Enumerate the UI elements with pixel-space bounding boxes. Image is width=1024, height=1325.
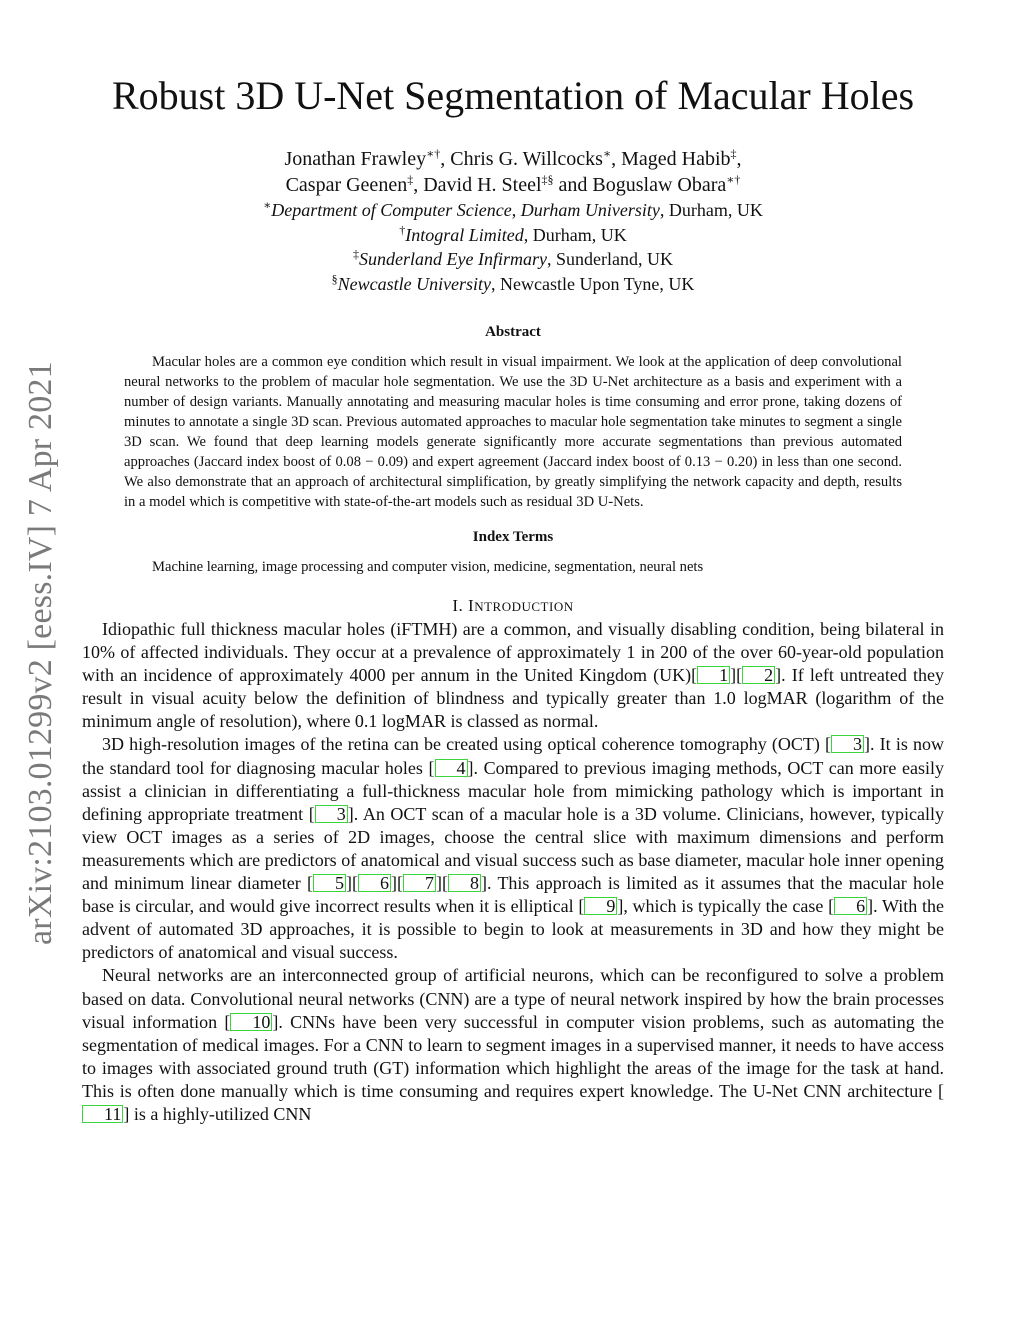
affiliation-list: [82, 198, 944, 296]
author-name: Maged Habib: [621, 148, 731, 170]
affiliation-mark: ∗: [263, 198, 272, 212]
index-terms: Machine learning, image processing and computer vision, medicine, segmentation, neural nets: [152, 559, 704, 575]
affiliation: ∗Department of Computer Science, Durham University, Durham, UK: [263, 198, 763, 220]
citation-link[interactable]: 4: [435, 759, 468, 777]
author-name: David H. Steel: [423, 174, 542, 196]
citation-link[interactable]: 6: [358, 874, 391, 892]
author-affiliation-mark: ∗: [602, 146, 612, 161]
paragraph: Idiopathic full thickness macular holes (iFTMH) are a common, and visually disabling condition, being bilateral in 10% of affected individuals. They occur at a prevalence of approximately 1 in 200 of the over 60-year-old population with an incidence of approximately 4000 per annum in the United Kingdom (UK)[ 1 ][ 2 ]. If left untreated they result in visual acuity below the definition of blindness and typically greater than 1.0 logMAR (logarithm of the minimum angle of resolution), where 0.1 logMAR is classed as normal.: [82, 619, 944, 732]
author-name: Caspar Geenen: [285, 174, 408, 196]
author-line: Caspar Geenen‡, David H. Steel‡§ and Boguslaw Obara∗†: [285, 172, 741, 196]
affiliation-org: Sunderland Eye Infirmary: [359, 249, 547, 269]
abstract-body: Macular holes are a common eye condition which result in visual impairment. We look at the application of deep convolutional neural networks to the problem of macular hole segmentation. We use the 3D U-Net architecture as a basis and experiment with a number of design variants. Manually annotating and measuring macular holes is time consuming and error prone, taking dozens of minutes to annotate a single 3D scan. Previous automated approaches to macular hole segmentation take minutes to segment a single 3D scan. We found that deep learning models generate significantly more accurate segmentations than previous automated approaches (Jaccard index boost of 0.08 − 0.09) and expert agreement (Jaccard index boost of 0.13 − 0.20) in less than one second. We also demonstrate that an approach of architectural simplification, by greatly simplifying the network capacity and depth, results in a model which is competitive with state-of-the-art models such as residual 3D U-Nets.: [124, 354, 902, 510]
author-affiliation-mark: ‡§: [541, 172, 554, 187]
citation-link[interactable]: 9: [584, 897, 617, 915]
author-affiliation-mark: ∗†: [726, 172, 741, 187]
author-name: Chris G. Willcocks: [450, 148, 603, 170]
author-list: [82, 146, 944, 198]
author-affiliation-mark: ‡: [407, 172, 414, 187]
affiliation: [82, 272, 944, 297]
citation-link[interactable]: 8: [448, 874, 481, 892]
affiliation-place: , Newcastle Upon Tyne, UK: [491, 273, 695, 294]
paragraph: Neural networks are an interconnected group of artificial neurons, which can be reconfigured to solve a problem based on data. Convolutional neural networks (CNN) are a type of neural network inspired by how the brain processes visual information [ 10 ]. CNNs have been very successful in computer vision problems, such as automating the segmentation of medical images. For a CNN to learn to segment images in a supervised manner, it needs to have access to images with associated ground truth (GT) information which highlight the areas of the image for the task at hand. This is often done manually which is time consuming and requires expert knowledge. The U-Net CNN architecture [11 ] is a highly-utilized CNN: [82, 965, 944, 1124]
author-name: Jonathan Frawley: [284, 148, 427, 170]
citation-link[interactable]: 11: [82, 1105, 123, 1123]
abstract-heading: Abstract: [485, 324, 541, 340]
citation-link[interactable]: 7: [403, 874, 436, 892]
affiliation: [82, 247, 944, 272]
affiliation: [82, 223, 944, 248]
paragraph: 3D high-resolution images of the retina can be created using optical coherence tomography (OCT) [ 3 ]. It is now the standard tool for diagnosing macular holes [ 4 ]. Compared to previous imaging methods, OCT can more easily assist a clinician in differentiating a full-thickness macular hole from mimicking pathology which is important in defining appropriate treatment [ 3 ]. An OCT scan of a macular hole is a 3D volume. Clinicians, however, typically view OCT images as a series of 2D images, choose the central slice with maximum dimensions and perform measurements which are predictors of anatomical and visual success such as base diameter, macular hole inner opening and minimum linear diameter [ 5 ][ 6 ][ 7 ][ 8 ]. This approach is limited as it assumes that the macular hole base is circular, and would give incorrect results when it is elliptical [ 9 ], which is typically the case [ 6 ]. With the advent of automated 3D approaches, it is possible to begin to look at measurements in 3D and how they might be predictors of anatomical and visual success.: [82, 734, 944, 963]
citation-link[interactable]: 3: [831, 735, 864, 753]
author-affiliation-mark: ‡: [730, 146, 737, 161]
citation-link[interactable]: 2: [742, 666, 775, 684]
author-name: Boguslaw Obara: [592, 174, 727, 196]
citation-link[interactable]: 10: [230, 1013, 272, 1031]
section-number: I.: [452, 596, 464, 615]
author-line: Jonathan Frawley∗†, Chris G. Willcocks∗, Maged Habib‡,: [284, 146, 742, 170]
affiliation-org: Intogral Limited: [405, 224, 524, 245]
affiliation-place: , Sunderland, UK: [546, 249, 673, 269]
affiliation-place: , Durham, UK: [523, 224, 627, 245]
section-heading: [82, 595, 944, 618]
affiliation-org: Newcastle University: [337, 273, 492, 294]
citation-link[interactable]: 1: [697, 666, 730, 684]
section-title: INTRODUCTION: [468, 596, 574, 615]
citation-link[interactable]: 6: [834, 897, 867, 915]
paper-page: [82, 70, 944, 1126]
introduction-body: [82, 618, 944, 1126]
affiliation-mark: ‡: [353, 247, 360, 261]
affiliation-mark: †: [399, 222, 406, 237]
citation-link[interactable]: 3: [315, 805, 348, 823]
index-terms-heading: Index Terms: [472, 529, 554, 545]
affiliation-mark: §: [331, 271, 338, 286]
citation-link[interactable]: 5: [313, 874, 346, 892]
affiliation-place: , Durham, UK: [659, 200, 763, 220]
affiliation-university: Durham University: [520, 200, 660, 220]
author-affiliation-mark: ∗†: [426, 146, 441, 161]
arxiv-identifier: arXiv:2103.01299v2 [eess.IV] 7 Apr 2021: [22, 361, 59, 945]
affiliation-org: Department of Computer Science: [271, 200, 512, 220]
paper-title: Robust 3D U-Net Segmentation of Macular Holes: [111, 73, 915, 118]
